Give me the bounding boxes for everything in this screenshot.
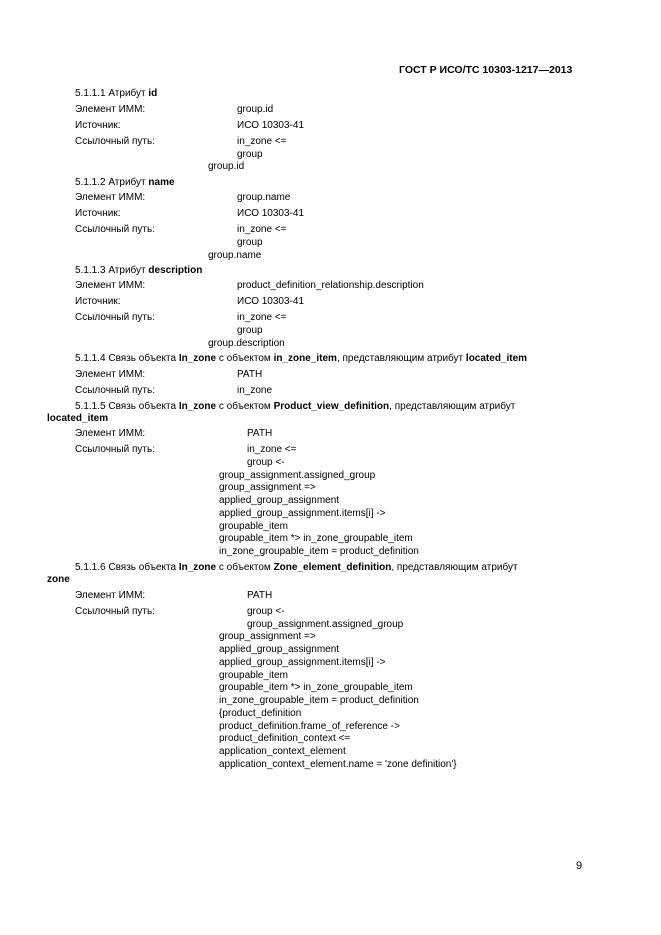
path-line: groupable_item: [219, 670, 288, 681]
path-line: in_zone_groupable_item = product_definition: [219, 546, 419, 557]
path-line: group_assignment.assigned_group: [219, 470, 376, 481]
path-line: group_assignment =>: [219, 482, 316, 493]
path-line: {product_definition: [219, 708, 302, 719]
value-arm-element: group.id: [237, 104, 274, 115]
path-line: in_zone <=: [237, 312, 287, 323]
label-source: Источник:: [75, 120, 121, 131]
path-line: application_context_element.name = 'zone definition'}: [219, 759, 457, 770]
page-number: 9: [576, 860, 583, 872]
path-line: in_zone <=: [247, 444, 297, 455]
value-arm-element: PATH: [247, 590, 273, 601]
path-line: group: [237, 325, 263, 336]
path-line: group <-: [247, 606, 285, 617]
path-line: applied_group_assignment.items[i] ->: [219, 657, 386, 668]
label-source: Источник:: [75, 296, 121, 307]
value-arm-element: PATH: [237, 369, 263, 380]
path-line: group <-: [247, 457, 285, 468]
path-line: in_zone: [237, 385, 273, 396]
value-source: ИСО 10303-41: [237, 120, 305, 131]
section-5-1-1-4-heading: 5.1.1.4 Связь объекта In_zone с объектом in_zone_item, представляющим атрибут located_item: [75, 353, 528, 364]
label-reference-path: Ссылочный путь:: [75, 606, 155, 617]
path-line: in_zone <=: [237, 136, 287, 147]
path-line: groupable_item *> in_zone_groupable_item: [219, 682, 413, 693]
section-5-1-1-3-heading: 5.1.1.3 Атрибут description: [75, 265, 203, 276]
path-line: product_definition.frame_of_reference ->: [219, 721, 400, 732]
value-arm-element: product_definition_relationship.description: [237, 280, 424, 291]
value-arm-element: PATH: [247, 428, 273, 439]
path-line: group: [237, 237, 263, 248]
path-line: applied_group_assignment.items[i] ->: [219, 508, 386, 519]
label-reference-path: Ссылочный путь:: [75, 385, 155, 396]
path-line: group: [237, 149, 263, 160]
path-line: group.name: [208, 250, 262, 261]
path-line: applied_group_assignment: [219, 495, 340, 506]
label-reference-path: Ссылочный путь:: [75, 444, 155, 455]
label-arm-element: Элемент ИММ:: [75, 280, 146, 291]
path-line: in_zone_groupable_item = product_definition: [219, 695, 419, 706]
path-line: in_zone <=: [237, 224, 287, 235]
label-reference-path: Ссылочный путь:: [75, 312, 155, 323]
label-reference-path: Ссылочный путь:: [75, 136, 155, 147]
section-5-1-1-5-heading-continued: located_item: [47, 413, 109, 424]
label-source: Источник:: [75, 208, 121, 219]
path-line: group.description: [208, 338, 285, 349]
document-header: ГОСТ Р ИСО/ТС 10303-1217—2013: [399, 64, 573, 76]
path-line: applied_group_assignment: [219, 644, 340, 655]
label-arm-element: Элемент ИММ:: [75, 192, 146, 203]
section-5-1-1-1-heading: 5.1.1.1 Атрибут id: [75, 88, 158, 99]
section-5-1-1-5-heading: 5.1.1.5 Связь объекта In_zone с объектом Product_view_definition, представляющим атрибут: [75, 401, 516, 412]
section-5-1-1-2-heading: 5.1.1.2 Атрибут name: [75, 177, 175, 188]
label-arm-element: Элемент ИММ:: [75, 590, 146, 601]
section-5-1-1-6-heading-continued: zone: [47, 574, 70, 585]
path-line: groupable_item *> in_zone_groupable_item: [219, 533, 413, 544]
label-arm-element: Элемент ИММ:: [75, 428, 146, 439]
path-line: group.id: [208, 161, 245, 172]
label-arm-element: Элемент ИММ:: [75, 104, 146, 115]
path-line: group_assignment.assigned_group: [247, 619, 404, 630]
path-line: application_context_element: [219, 746, 346, 757]
section-5-1-1-6-heading: 5.1.1.6 Связь объекта In_zone с объектом Zone_element_definition, представляющим атрибут: [75, 562, 518, 573]
label-arm-element: Элемент ИММ:: [75, 369, 146, 380]
label-reference-path: Ссылочный путь:: [75, 224, 155, 235]
value-source: ИСО 10303-41: [237, 208, 305, 219]
path-line: product_definition_context <=: [219, 733, 351, 744]
path-line: group_assignment =>: [219, 631, 316, 642]
path-line: groupable_item: [219, 521, 288, 532]
value-arm-element: group.name: [237, 192, 291, 203]
value-source: ИСО 10303-41: [237, 296, 305, 307]
